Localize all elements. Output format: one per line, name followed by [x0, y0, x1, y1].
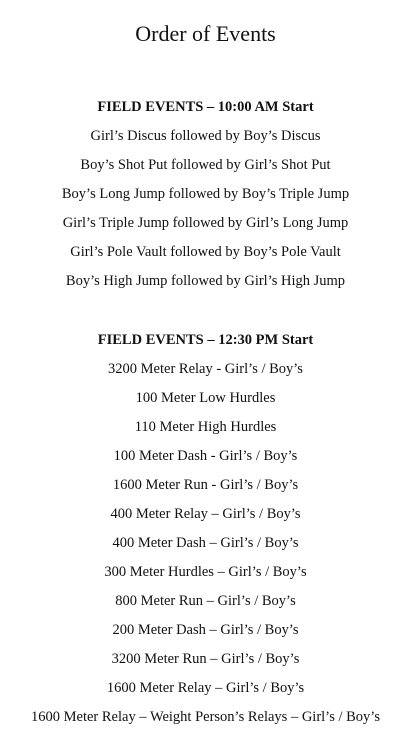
- page-title: Order of Events: [135, 21, 276, 46]
- event-item: 3200 Meter Run – Girl’s / Boy’s: [111, 651, 300, 667]
- event-list: [0, 127, 411, 301]
- event-item: 3200 Meter Relay - Girl’s / Boy’s: [108, 361, 303, 377]
- event-item: 110 Meter High Hurdles: [134, 419, 277, 435]
- event-item: Boy’s High Jump followed by Girl’s High Jump: [65, 273, 346, 289]
- event-item: Girl’s Pole Vault followed by Boy’s Pole Vault: [70, 244, 341, 260]
- event-item: 1600 Meter Relay – Weight Person’s Relays – Girl’s / Boy’s: [31, 709, 380, 725]
- event-list: [0, 360, 411, 737]
- field-events-afternoon-section: [0, 331, 411, 737]
- field-events-morning-section: [0, 98, 411, 301]
- section-heading: FIELD EVENTS – 12:30 PM Start: [97, 332, 314, 348]
- event-item: 100 Meter Dash - Girl’s / Boy’s: [113, 448, 298, 464]
- event-item: 200 Meter Dash – Girl’s / Boy’s: [112, 622, 299, 638]
- event-item: Girl’s Triple Jump followed by Girl’s Long Jump: [62, 215, 349, 231]
- section-heading: FIELD EVENTS – 10:00 AM Start: [97, 99, 314, 115]
- event-item: 1600 Meter Run - Girl’s / Boy’s: [112, 477, 299, 493]
- event-item: 400 Meter Dash – Girl’s / Boy’s: [112, 535, 299, 551]
- event-item: 400 Meter Relay – Girl’s / Boy’s: [110, 506, 301, 522]
- event-item: Boy’s Shot Put followed by Girl’s Shot Put: [80, 157, 331, 173]
- event-item: 100 Meter Low Hurdles: [135, 390, 276, 406]
- event-item: 300 Meter Hurdles – Girl’s / Boy’s: [104, 564, 307, 580]
- event-item: 1600 Meter Relay – Girl’s / Boy’s: [106, 680, 305, 696]
- event-item: Girl’s Discus followed by Boy’s Discus: [90, 128, 321, 144]
- event-item: 800 Meter Run – Girl’s / Boy’s: [115, 593, 296, 609]
- event-item: Boy’s Long Jump followed by Boy’s Triple Jump: [61, 186, 350, 202]
